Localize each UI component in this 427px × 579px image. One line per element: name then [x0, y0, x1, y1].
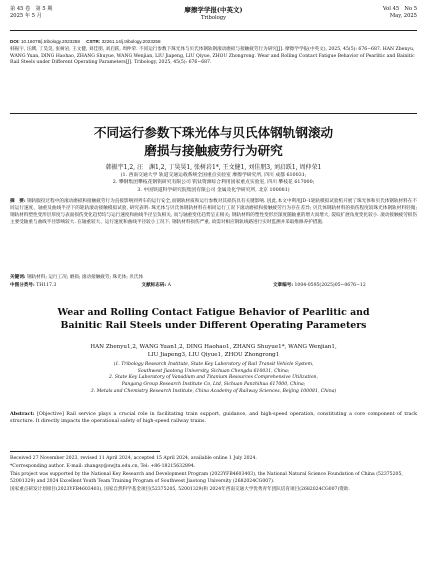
affiliation-en-2: 2. State Key Laboratory of Vanadium and Titanium Resources Comprehensive Utilization,	[109, 375, 318, 381]
citation: 韩振宇, 汪渊, 丁昊昊, 张树岩, 王文健, 刘佳朋, 刘启跃, 周仲荣. 不同运行参数下珠光体与贝氏体钢轨钢滚动磨损与接触疲劳行为研究[J]. 摩擦学学报(中英文), 2025, 45(5): 676−687. HAN Zhenyu, WANG Yuan, DING Haohao, ZHANG Shuyue, WANG Wenjian, LIU Jiapeng, LIU Qiyue, ZHOU Zhongrong. Wear and Rolling Contact Fatigue Behavior of Pearlitic and Bainitic Rail Steels under Different Operating Parameters[J]. Tribology, 2025, 45(5): 676−687.	[10, 47, 415, 66]
affiliation-en-2b: Pangang Group Research Institute Co, Ltd, Sichuan Panzhihua 617000, China;	[121, 381, 306, 387]
title-en-line1: Wear and Rolling Contact Fatigue Behavior of Pearlitic and	[57, 307, 370, 318]
header-journal	[10, 6, 417, 22]
footnotes	[10, 456, 417, 495]
classification-cn	[10, 283, 417, 290]
citation-rule	[10, 113, 417, 114]
cstr-value: 32261.14/j.tribology.2023258	[101, 39, 161, 44]
doi-line	[10, 39, 417, 46]
journal-name-cn: 摩擦学学报(中英文)	[184, 6, 243, 14]
affiliation-cn-1: (1. 西南交通大学 轨道交通运载系统全国重点实验室 摩擦学研究所, 四川 成都 610031;	[120, 173, 307, 178]
abstract-cn	[10, 199, 417, 227]
affiliation-en-1b: Southwest Jiaotong University, Sichuan Chengdu 610031, China;	[137, 368, 290, 374]
title-cn	[0, 125, 427, 161]
footnote-funding-en: This project was supported by the National Key Research and Development Program (2023YFB4603403), the National Natural Science Foundation of China (52375205, 52001329) and 2024 Excellent Youth Team Training Program of Southwest Jiaotong University (2682024CG007).	[10, 472, 403, 485]
doc-code-label: 文献标志码:	[141, 283, 167, 288]
keywords-cn-text: 钢轨材料; 运行工况; 磨损; 滚动接触疲劳; 珠光体; 贝氏体	[26, 275, 144, 280]
doc-code-value: A	[167, 283, 171, 288]
clc-label: 中图分类号:	[10, 283, 35, 288]
journal-header	[10, 6, 417, 28]
authors-cn: 韩振宇1,2, 汪 渊1,2, 丁昊昊1, 张树岩1*, 王文健1, 刘佳朋3, 刘启跃1, 周仲荣1	[105, 164, 322, 171]
affiliation-en-3: 3. Metals and Chemistry Research Institute, China Academy of Railway Sciences, Beijing 100081, China)	[90, 388, 337, 394]
doi-value[interactable]: 10.16078/j.tribology.2023258	[20, 39, 80, 44]
keywords-cn-label: 关键词:	[10, 275, 26, 280]
header-rule	[10, 30, 417, 31]
header-date-cn: 2025 年 5 月	[10, 13, 42, 20]
title-cn-line2: 磨损与接触疲劳行为研究	[144, 143, 283, 158]
footnote-corresponding: *Corresponding author. E-mail: zhangsy@swjtu.edu.cn, Tel: +86-18215632894.	[10, 464, 196, 470]
authors-en	[0, 343, 427, 360]
cstr-label: CSTR:	[86, 39, 101, 44]
affiliation-en-1: (1. Tribology Research Institute, State Key Laboratory of Rail Transit Vehicle System,	[113, 362, 314, 367]
abstract-cn-label: 摘 要:	[10, 199, 26, 204]
authors-en-line2: LIU Jiapeng3, LIU Qiyue1, ZHOU Zhongrong1	[147, 352, 280, 359]
doi-label: DOI:	[10, 39, 20, 44]
title-en	[0, 306, 427, 333]
affiliations-en	[0, 362, 427, 395]
affiliation-cn-3: 3. 中国铁道科学研究院集团有限公司 金属及化学研究所, 北京 100081)	[137, 187, 290, 193]
title-cn-line1: 不同运行参数下珠光体与贝氏体钢轨钢滚动	[93, 126, 334, 140]
footnote-received: Received 27 November 2023, revised 11 April 2024, accepted 15 April 2024, available online 1 July 2024.	[10, 456, 257, 461]
header-volume-en	[383, 6, 417, 20]
keywords-cn	[10, 275, 417, 282]
abstract-en	[10, 411, 417, 426]
affiliations-cn	[0, 172, 427, 194]
abstract-cn-text: 钢轨服役过程中的滚动磨损和接触疲劳行为直接影响到列车的运行安全,而钢轨材质和运行参数对其损伤具有关键影响. 因此,本文中利用JD-1轮轨模拟试验机开展了珠光体和贝氏体钢轨材料在不同运行速度、轴重及曲线半径下的轮轨滚动接触模拟试验, 研究表明: 珠光体与贝氏体钢轨材料在相同运行工况下滚动磨损和接触疲劳行为存在差异; 贝氏体钢轨材料的损伤程度较珠光体钢轨材料轻微; 钢轨材料塑性变形层厚度与表面损伤变化趋势均与运行速度和曲线半径呈负相关, 而与轴重变化趋势呈正相关; 钢轨材料的塑性变形层深度随轴重的增大而增大, 裂纹扩展角度变化较小. 滚动接触疲劳损伤主要受轴重与曲线半径影响较大. 在轴重较大、运行速度和曲线半径较小工况下, 钢轨材料损伤严重, 故需对相应钢轨线路进行实时监测并采取维修养护措施.	[10, 199, 417, 225]
header-volume-issue: 第 45 卷 第 5 期	[10, 6, 53, 12]
abstract-en-label: Abstract:	[10, 411, 35, 417]
title-en-line2: Bainitic Rail Steels under Different Operating Parameters	[60, 320, 367, 332]
footnote-funding-cn: 国家重点研发计划项目(2023YFB4603403), 国家自然科学基金项目(52375205, 52001329)和 2024年西南交通大学优秀青年团队培育项目(2682024CG007)资助.	[10, 487, 350, 493]
clc-value: TH117.3	[36, 283, 57, 288]
footnote-rule	[10, 451, 160, 452]
journal-name-en: Tribology	[200, 14, 227, 21]
article-number-label: 文章编号:	[272, 283, 294, 288]
abstract-en-text: [Objective] Rail service plays a crucial role in facilitating train support, guidance, and high-speed operation, constituting a core component of track structure. It directly impacts the operational safety of high-speed railway trains.	[10, 412, 417, 424]
header-volume-issue-en: Vol 45 No 5	[382, 6, 417, 12]
affiliation-cn-2: 2. 攀钢集团攀枝花钢钒研究有限公司 钒钛资源综合利用国家重点实验室, 四川 攀枝花 617000;	[112, 180, 315, 186]
authors-en-line1: HAN Zhenyu1,2, WANG Yuan1,2, DING Haohao1, ZHANG Shuyue1*, WANG Wenjian1,	[90, 344, 337, 350]
header-date-en: May, 2025	[389, 13, 417, 20]
article-number-value: 1004-0595(2025)05−0676−12	[294, 283, 366, 288]
